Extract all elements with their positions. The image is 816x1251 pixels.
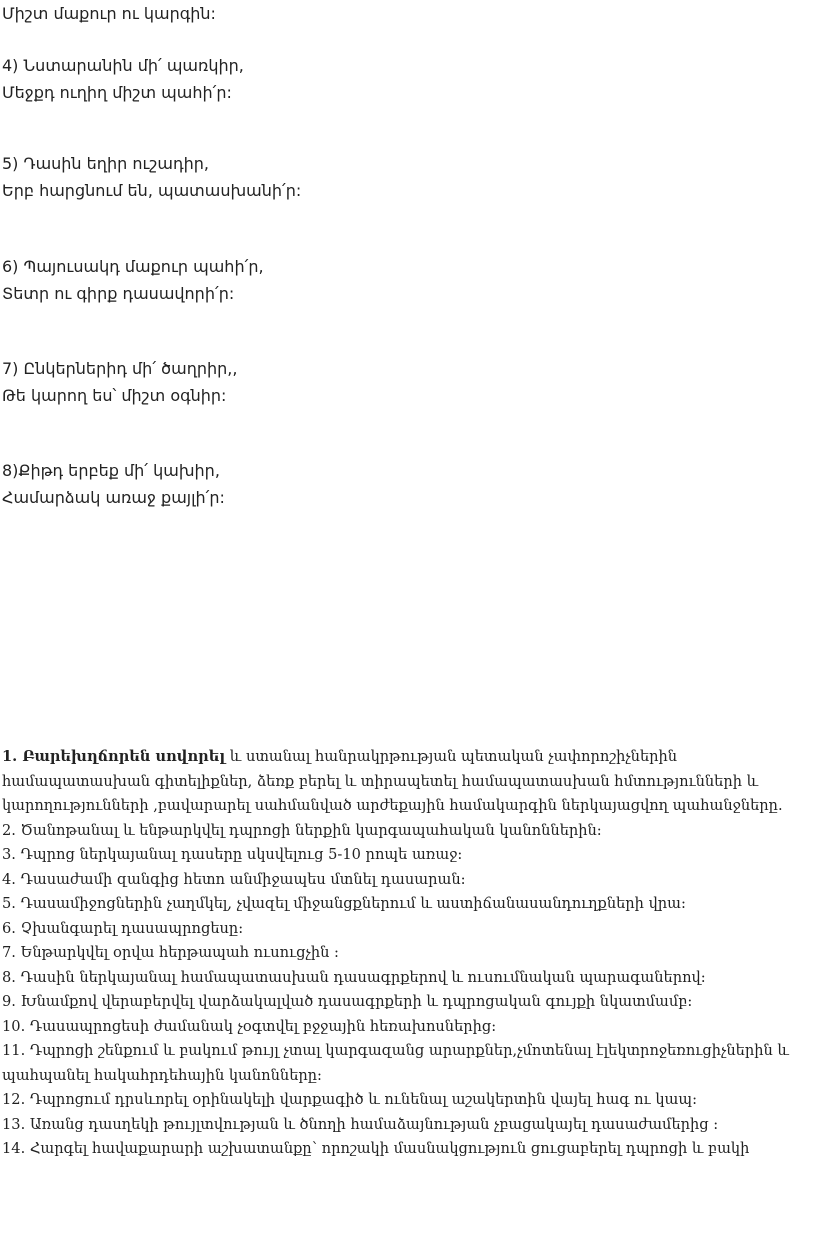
rule-item: 8. Դասին ներկայանալ համապատասխան դասագրքերով և ուսումնական պարագաներով:: [2, 968, 706, 986]
stanza-line: Մեջքդ ուղիղ միշտ պահի՛ր:: [2, 83, 232, 102]
poem-stanza-8: [2, 457, 802, 511]
rule-item: 11. Դպրոցի շենքում և բակում թույլ չտալ կարգազանց արարքներ,չմոտենալ էլեկտրոջեռուցիչներին և պահպանել հակահրդեհային կանոնները:: [2, 1042, 789, 1084]
rule-item: 9. Խնամքով վերաբերվել վարձակալված դասագրքերի և դպրոցական գույքի նկատմամբ:: [2, 993, 693, 1010]
rule-item: 2. Ծանոթանալ և ենթարկվել դպրոցի ներքին կարգապահական կանոններին:: [2, 821, 602, 839]
stanza-line: Տետր ու գիրք դասավորի՛ր:: [2, 284, 235, 303]
rule-item: 14. Հարգել հավաքարարի աշխատանքը՝ որոշակի մասնակցություն ցուցաբերել դպրոցի և բակի: [2, 1140, 750, 1157]
rule-item-1-text: և ստանալ հանրակրթության պետական չափորոշիչներին համապատասխան գիտելիքներ, ձեռք բերել և տիրապետել համապատասխան հմտությունների և կարողությունների ,բավարարել սահմանված արժեքային համակարգին ներկայացվող պահանջները.: [2, 748, 783, 814]
stanza-line: 4) Նստարանին մի՛ պառկիր,: [2, 56, 244, 75]
rule-item: 12. Դպրոցում դրսևորել օրինակելի վարքագիծ և ունենալ աշակերտին վայել հագ ու կապ:: [2, 1091, 697, 1108]
stanza-line: 6) Պայուսակդ մաքուր պահի՛ր,: [2, 257, 264, 276]
rule-item: 7. Ենթարկվել օրվա հերթապահ ուսուցչին :: [2, 944, 339, 961]
rule-item-1: [2, 745, 808, 819]
poem-stanza-5: [2, 150, 802, 204]
poem-stanza-6: [2, 253, 802, 307]
rule-item: 3. Դպրոց ներկայանալ դասերը սկսվելուց 5-10 րոպե առաջ:: [2, 846, 463, 863]
poem-stanza-4: [2, 52, 802, 106]
rule-item: 5. Դասամիջոցներին չաղմկել, չվազել միջանցքներում և աստիճանասանդուղքների վրա:: [2, 895, 686, 912]
rule-item-1-bold: 1. Բարեխղճորեն սովորել: [2, 748, 226, 765]
rule-item: 10. Դասապրոցեսի ժամանակ չօգտվել բջջային հեռախոսներից:: [2, 1017, 497, 1035]
stanza-line: 7) Ընկերներիդ մի՛ ծաղրիր,,: [2, 359, 238, 378]
rule-item: 6. Չխանգարել դասապրոցեսը:: [2, 919, 244, 937]
poem-intro: [2, 0, 802, 27]
poem-stanza-7: [2, 355, 802, 409]
stanza-line: 8)Քիթդ երբեք մի՛ կախիր,: [2, 461, 220, 480]
rule-item: 13. Առանց դասղեկի թույլտվության և ծնողի համաձայնության չբացակայել դասաժամերից :: [2, 1115, 719, 1133]
stanza-line: Թե կարող ես՝ միշտ օգնիր:: [2, 386, 227, 405]
stanza-line: 5) Դասին եղիր ուշադիր,: [2, 154, 209, 173]
rule-item: 4. Դասաժամի զանգից հետո անմիջապես մտնել դասարան:: [2, 870, 466, 888]
stanza-line: Երբ հարցնում են, պատասխանի՛ր:: [2, 181, 302, 200]
poem-intro-line: Միշտ մաքուր ու կարգին:: [2, 4, 216, 23]
stanza-line: Համարձակ առաջ քայլի՛ր:: [2, 488, 225, 507]
school-rules-list: [2, 745, 808, 1162]
